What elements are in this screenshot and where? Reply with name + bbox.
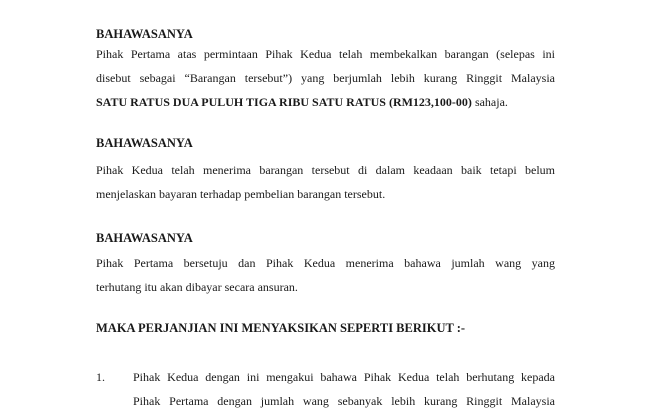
paragraph-line (96, 90, 555, 114)
recital-2 (96, 135, 555, 151)
clause-number: 1. (96, 370, 105, 384)
recital-1 (96, 26, 555, 42)
recital-paragraph (96, 251, 555, 299)
paragraph-line: Pihak Pertama bersetuju dan Pihak Kedua menerima bahawa jumlah wang yang (96, 256, 555, 270)
clause-1-text (133, 365, 555, 413)
paragraph-line: terhutang itu akan dibayar secara ansuran. (96, 280, 298, 294)
recital-heading: BAHAWASANYA (96, 231, 193, 245)
recital-heading: BAHAWASANYA (96, 136, 193, 150)
paragraph-line: Pihak Pertama dengan jumlah wang sebanyak lebih kurang Ringgit Malaysia (133, 394, 555, 408)
amount-in-words: SATU RATUS DUA PULUH TIGA RIBU SATU RATUS (RM123,100-00) (96, 95, 472, 109)
recital-1-body (96, 42, 555, 114)
recital-2-body (96, 158, 555, 206)
recital-heading: BAHAWASANYA (96, 27, 193, 41)
paragraph-line-tail: sahaja. (471, 95, 508, 109)
paragraph-line: Pihak Kedua telah menerima barangan tersebut di dalam keadaan baik tetapi belum (96, 163, 555, 177)
recital-3-body (96, 251, 555, 299)
paragraph-line: Pihak Pertama atas permintaan Pihak Kedua telah membekalkan barangan (selepas ini (96, 47, 555, 61)
paragraph-line: disebut sebagai “Barangan tersebut”) yang berjumlah lebih kurang Ringgit Malaysia (96, 71, 555, 85)
witness-clause (96, 320, 555, 336)
recital-paragraph (96, 42, 555, 114)
paragraph-line: menjelaskan bayaran terhadap pembelian barangan tersebut. (96, 187, 386, 201)
recital-3 (96, 230, 555, 246)
recital-paragraph (96, 158, 555, 206)
paragraph-line: Pihak Kedua dengan ini mengakui bahawa Pihak Kedua telah berhutang kepada (133, 370, 555, 384)
witness-heading: MAKA PERJANJIAN INI MENYAKSIKAN SEPERTI BERIKUT :- (96, 321, 466, 335)
